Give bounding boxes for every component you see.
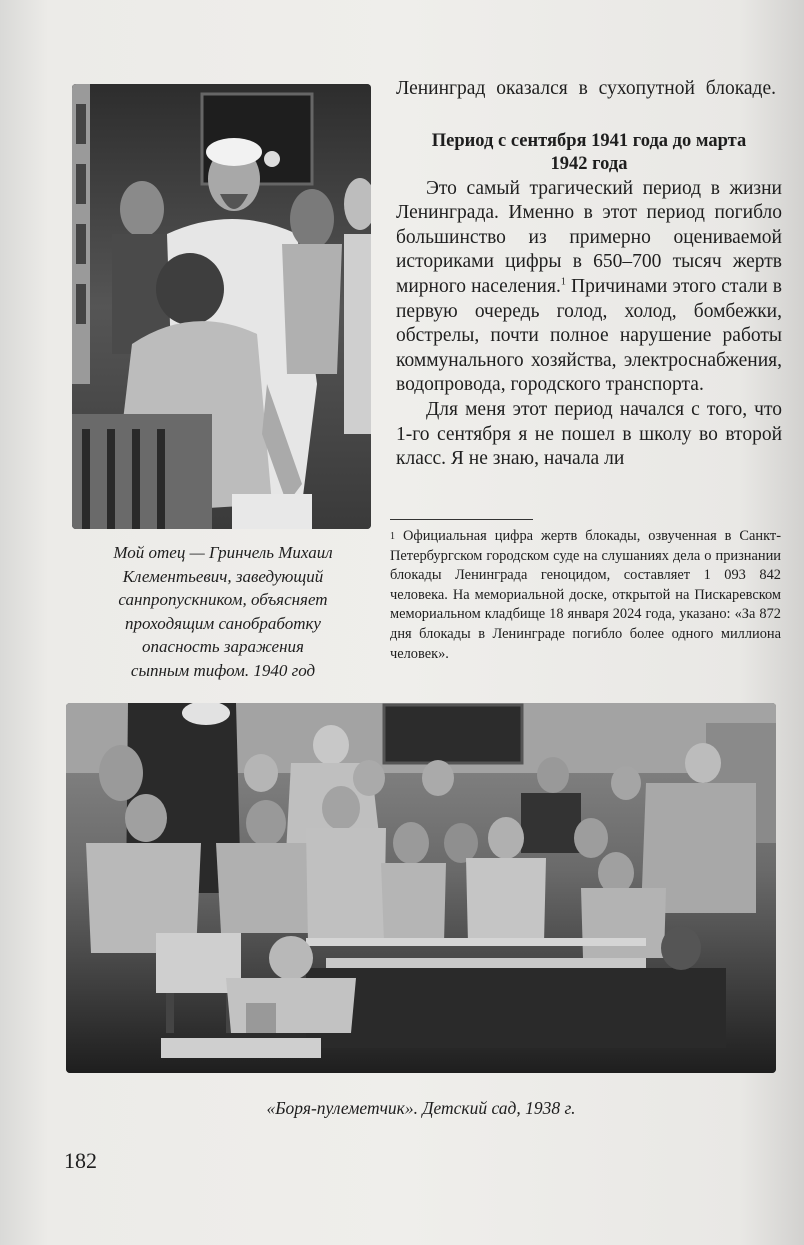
main-text-column [396, 77, 782, 472]
footnote-marker: 1 [390, 531, 395, 542]
footnote [390, 527, 781, 664]
caption-line: Мой отец — Гринчель Михаил [113, 543, 333, 562]
page-number: 182 [64, 1148, 97, 1173]
caption-line: Клементьевич, заведующий [122, 566, 324, 586]
caption-line: проходящим санобработку [125, 613, 321, 633]
bottom-photo [66, 703, 776, 1073]
caption-line: опасность заражения [142, 637, 304, 656]
bottom-photo-caption: «Боря-пулеметчик». Детский сад, 1938 г. [266, 1098, 576, 1118]
footnote-rule [390, 519, 533, 520]
top-photo [72, 84, 371, 529]
paragraph-2-text: Причинами этого стали в первую очередь голод, холод, бомбежки, обстрелы, почти полное нарушение работы коммунального хозяйства, электроснабжения, водопровода, городского транспорта. [396, 275, 783, 396]
footnote-text: Официальная цифра жертв блокады, озвученная в Санкт-Петербургском городском суде на слушаниях дела о признании блокады Ленинграда геноцидом, составляет 1 093 842 человека. На мемориальной доске, открытой на Пискаревском мемориальном кладбище 18 января 2024 года, указано: «За 872 дня блокады в Ленинграде погибло более одного миллиона человек». [390, 528, 781, 662]
caption-line: санпропускником, объясняет [118, 590, 328, 609]
paragraph-1 [396, 177, 782, 398]
top-photo-caption [64, 541, 382, 682]
footnote-ref: 1 [560, 276, 566, 288]
intro-paragraph: Ленинград оказался в сухопутной блокаде. [396, 78, 776, 99]
paragraph-3: Для меня этот период начался с того, что 1-го сентября я не пошел в школу во второй класс. Я не знаю, начала ли [396, 398, 782, 470]
caption-line: сыпным тифом. 1940 год [130, 660, 316, 680]
paragraph-1-text: Это самый трагический период в жизни Ленинграда. Именно в этот период погибло большинство из примерно оцениваемой историками цифры в 650–700 тысяч жертв мирного населения. [396, 177, 782, 297]
section-heading: Период с сентября 1941 года до марта 1942 года [431, 130, 747, 174]
